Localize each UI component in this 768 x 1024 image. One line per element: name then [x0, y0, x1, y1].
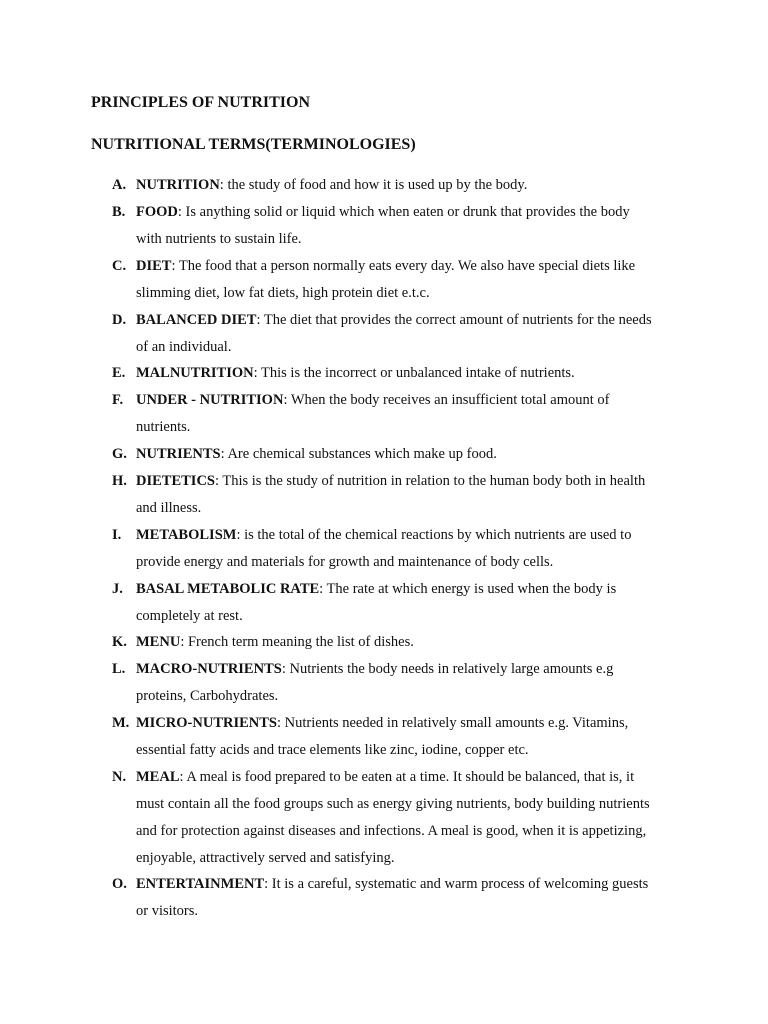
- definition-text: : The rate at which energy is used when the body is: [319, 580, 617, 597]
- definition-text: : The food that a person normally eats every day. We also have special diets like: [171, 257, 636, 274]
- term-name: DIETETICS: [136, 472, 215, 489]
- term-name: METABOLISM: [136, 526, 237, 543]
- term-definition: [136, 172, 681, 199]
- term-marker: L.: [112, 661, 126, 678]
- term-name: MENU: [136, 634, 181, 651]
- definition-text: : This is the incorrect or unbalanced intake of nutrients.: [253, 365, 575, 382]
- term-name: BALANCED DIET: [136, 311, 257, 328]
- definition-line: essential fatty acids and trace elements like zinc, iodine, copper etc.: [136, 742, 529, 758]
- definition-text: : This is the study of nutrition in relation to the human body both in health: [214, 472, 646, 489]
- term-marker: A.: [112, 177, 127, 193]
- term-name: MACRO-NUTRIENTS: [136, 661, 282, 678]
- section-heading: NUTRITIONAL TERMS(TERMINOLOGIES): [91, 136, 416, 153]
- definition-line: [136, 253, 681, 280]
- term-definition: [136, 387, 681, 441]
- definition-text: : is the total of the chemical reactions by which nutrients are used to: [236, 526, 632, 543]
- definition-line: of an individual.: [136, 338, 232, 355]
- definition-text: : Is anything solid or liquid which when eaten or drunk that provides the body: [177, 203, 630, 220]
- term-definition: [136, 307, 681, 361]
- definition-line: nutrients.: [136, 419, 191, 436]
- definition-line: [136, 656, 681, 683]
- term-definition: [136, 629, 681, 656]
- definition-line: provide energy and materials for growth and maintenance of body cells.: [136, 553, 554, 570]
- definition-line: [136, 172, 681, 199]
- definition-line: [136, 522, 681, 549]
- definition-line: and for protection against diseases and infections. A meal is good, when it is appetizing,: [136, 822, 647, 839]
- term-definition: [136, 576, 681, 630]
- term-definition: [136, 710, 681, 764]
- definition-line: [136, 629, 681, 656]
- definition-text: : A meal is food prepared to be eaten at a time. It should be balanced, that is, it: [179, 768, 635, 785]
- term-name: FOOD: [136, 203, 178, 220]
- term-definition: [136, 360, 681, 387]
- definition-text: : Are chemical substances which make up food.: [220, 446, 497, 462]
- definition-line: [136, 307, 681, 334]
- term-definition: [136, 522, 681, 576]
- definition-text: : The diet that provides the correct amount of nutrients for the needs: [256, 311, 652, 328]
- term-marker: O.: [112, 876, 127, 893]
- definition-line: [136, 871, 681, 898]
- term-marker: B.: [112, 203, 126, 220]
- definition-line: [136, 576, 681, 603]
- definition-text: : When the body receives an insufficient total amount of: [283, 392, 610, 409]
- term-marker: H.: [112, 472, 127, 489]
- definition-line: [136, 764, 681, 791]
- definition-line: must contain all the food groups such as energy giving nutrients, body building nutrients: [136, 795, 650, 812]
- definition-text: : French term meaning the list of dishes.: [180, 634, 414, 651]
- definition-line: slimming diet, low fat diets, high protein diet e.t.c.: [136, 284, 430, 301]
- definition-text: : Nutrients needed in relatively small amounts e.g. Vitamins,: [277, 715, 629, 731]
- term-marker: G.: [112, 446, 127, 462]
- definition-line: [136, 199, 681, 226]
- term-name: MALNUTRITION: [136, 365, 254, 382]
- term-definition: [136, 468, 681, 522]
- definition-line: and illness.: [136, 499, 202, 516]
- term-marker: C.: [112, 257, 127, 274]
- term-name: NUTRITION: [136, 177, 220, 193]
- definition-text: : the study of food and how it is used up by the body.: [219, 177, 528, 193]
- definition-line: [136, 387, 681, 414]
- definition-line: or visitors.: [136, 903, 199, 920]
- term-marker: J.: [112, 580, 123, 597]
- term-marker: D.: [112, 311, 127, 328]
- term-marker: K.: [112, 634, 127, 651]
- term-name: MICRO-NUTRIENTS: [136, 715, 277, 731]
- definition-line: enjoyable, attractively served and satisfying.: [136, 849, 395, 866]
- term-definition: [136, 764, 681, 872]
- term-marker: E.: [112, 365, 126, 382]
- term-name: MEAL: [136, 768, 180, 785]
- definition-line: proteins, Carbohydrates.: [136, 688, 279, 705]
- term-definition: [136, 253, 681, 307]
- definition-line: completely at rest.: [136, 607, 243, 624]
- term-name: ENTERTAINMENT: [136, 876, 265, 893]
- term-marker: M.: [112, 715, 130, 731]
- term-definition: [136, 656, 681, 710]
- page-title: PRINCIPLES OF NUTRITION: [91, 94, 310, 111]
- term-name: UNDER - NUTRITION: [136, 392, 284, 409]
- definition-text: : It is a careful, systematic and warm process of welcoming guests: [264, 876, 649, 893]
- definition-line: [136, 441, 681, 468]
- term-name: NUTRIENTS: [136, 446, 221, 462]
- term-definition: [136, 871, 681, 925]
- term-definition: [136, 199, 681, 253]
- term-definition: [136, 441, 681, 468]
- definition-text: : Nutrients the body needs in relatively large amounts e.g: [281, 661, 614, 678]
- term-marker: I.: [112, 526, 122, 543]
- definition-line: [136, 710, 681, 737]
- term-name: BASAL METABOLIC RATE: [136, 580, 320, 597]
- definition-line: with nutrients to sustain life.: [136, 230, 302, 247]
- term-name: DIET: [136, 257, 172, 274]
- definition-line: [136, 468, 681, 495]
- term-marker: N.: [112, 768, 127, 785]
- definition-line: [136, 360, 681, 387]
- term-marker: F.: [112, 392, 124, 409]
